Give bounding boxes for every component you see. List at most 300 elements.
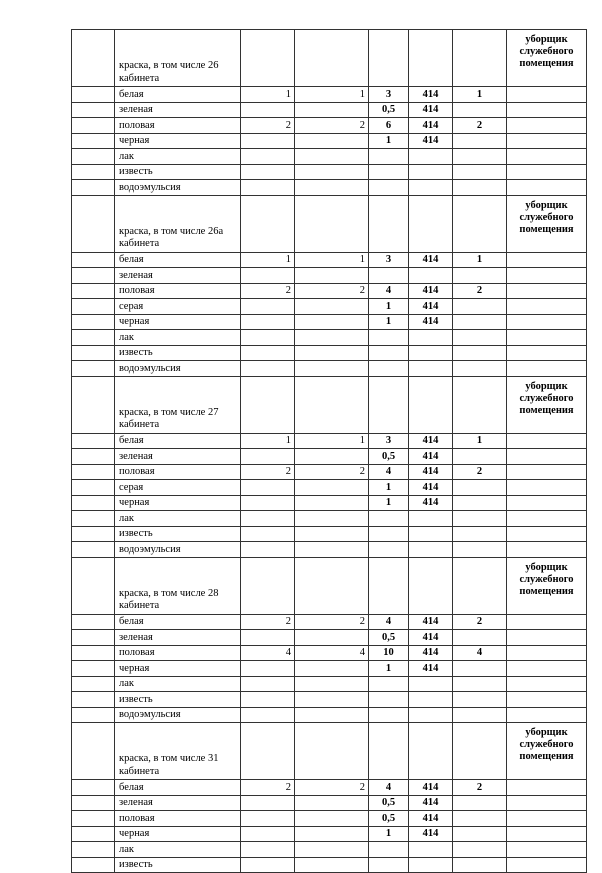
- quantity-b: 2: [295, 464, 369, 480]
- material-name: половая: [115, 645, 241, 661]
- index-cell: [72, 707, 115, 723]
- quantity-b: [295, 676, 369, 692]
- index-cell: [72, 30, 115, 87]
- empty-cell: [507, 526, 587, 542]
- material-name: зеленая: [115, 449, 241, 465]
- empty-cell: [507, 692, 587, 708]
- quantity-total: 0,5: [369, 795, 409, 811]
- empty-cell: [507, 842, 587, 858]
- index-cell: [72, 842, 115, 858]
- material-name: зеленая: [115, 102, 241, 118]
- index-cell: [72, 87, 115, 103]
- account-code: 414: [409, 495, 453, 511]
- material-name: известь: [115, 345, 241, 361]
- quantity-total: [369, 842, 409, 858]
- quantity-a: [241, 180, 295, 196]
- material-name: зеленая: [115, 268, 241, 284]
- quantity-issued: [453, 133, 507, 149]
- index-cell: [72, 495, 115, 511]
- empty-cell: [507, 511, 587, 527]
- table-row: [72, 630, 587, 646]
- table-row: [72, 511, 587, 527]
- quantity-a: [241, 826, 295, 842]
- quantity-b: [295, 811, 369, 827]
- quantity-issued: [453, 542, 507, 558]
- table-row: [72, 449, 587, 465]
- account-code: 414: [409, 826, 453, 842]
- index-cell: [72, 252, 115, 268]
- section-header: краска, в том числе 26а кабинета: [115, 195, 241, 252]
- index-cell: [72, 330, 115, 346]
- empty-cell: [453, 195, 507, 252]
- quantity-total: [369, 526, 409, 542]
- account-code: [409, 180, 453, 196]
- quantity-issued: [453, 299, 507, 315]
- quantity-a: [241, 526, 295, 542]
- index-cell: [72, 780, 115, 796]
- material-name: половая: [115, 283, 241, 299]
- material-name: лак: [115, 149, 241, 165]
- table-row: [72, 795, 587, 811]
- material-name: известь: [115, 526, 241, 542]
- index-cell: [72, 614, 115, 630]
- empty-cell: [453, 557, 507, 614]
- material-name: известь: [115, 164, 241, 180]
- quantity-b: [295, 661, 369, 677]
- section-header-row: [72, 723, 587, 780]
- material-name: черная: [115, 826, 241, 842]
- account-code: 414: [409, 480, 453, 496]
- empty-cell: [369, 557, 409, 614]
- index-cell: [72, 645, 115, 661]
- quantity-b: [295, 180, 369, 196]
- quantity-b: 1: [295, 87, 369, 103]
- quantity-issued: 1: [453, 433, 507, 449]
- table-row: [72, 542, 587, 558]
- quantity-total: 10: [369, 645, 409, 661]
- material-name: водоэмульсия: [115, 180, 241, 196]
- quantity-a: 1: [241, 433, 295, 449]
- index-cell: [72, 661, 115, 677]
- index-cell: [72, 526, 115, 542]
- table-row: [72, 180, 587, 196]
- table-row: [72, 707, 587, 723]
- quantity-a: [241, 480, 295, 496]
- quantity-b: [295, 102, 369, 118]
- account-code: [409, 345, 453, 361]
- quantity-total: [369, 511, 409, 527]
- table-row: [72, 780, 587, 796]
- quantity-issued: 2: [453, 283, 507, 299]
- quantity-total: [369, 361, 409, 377]
- material-name: черная: [115, 495, 241, 511]
- quantity-issued: [453, 268, 507, 284]
- empty-cell: [241, 557, 295, 614]
- quantity-b: [295, 268, 369, 284]
- material-name: белая: [115, 614, 241, 630]
- material-name: известь: [115, 692, 241, 708]
- account-code: 414: [409, 645, 453, 661]
- account-code: 414: [409, 133, 453, 149]
- index-cell: [72, 149, 115, 165]
- material-name: белая: [115, 252, 241, 268]
- quantity-total: [369, 164, 409, 180]
- quantity-a: [241, 495, 295, 511]
- quantity-a: [241, 692, 295, 708]
- table-row: [72, 252, 587, 268]
- material-name: белая: [115, 780, 241, 796]
- quantity-a: 2: [241, 283, 295, 299]
- empty-cell: [369, 195, 409, 252]
- quantity-b: [295, 149, 369, 165]
- empty-cell: [241, 376, 295, 433]
- quantity-issued: [453, 330, 507, 346]
- empty-cell: [507, 133, 587, 149]
- empty-cell: [507, 180, 587, 196]
- empty-cell: [507, 345, 587, 361]
- empty-cell: [507, 118, 587, 134]
- empty-cell: [409, 376, 453, 433]
- quantity-total: 1: [369, 299, 409, 315]
- quantity-total: 0,5: [369, 102, 409, 118]
- worker-role: уборщик служебного помещения: [507, 557, 587, 614]
- index-cell: [72, 361, 115, 377]
- quantity-issued: [453, 314, 507, 330]
- empty-cell: [507, 645, 587, 661]
- quantity-a: 2: [241, 464, 295, 480]
- quantity-a: [241, 345, 295, 361]
- quantity-a: 2: [241, 780, 295, 796]
- empty-cell: [453, 376, 507, 433]
- account-code: [409, 268, 453, 284]
- account-code: 414: [409, 433, 453, 449]
- account-code: [409, 707, 453, 723]
- account-code: [409, 692, 453, 708]
- quantity-b: 1: [295, 252, 369, 268]
- account-code: 414: [409, 118, 453, 134]
- quantity-issued: [453, 511, 507, 527]
- quantity-b: [295, 842, 369, 858]
- table-row: [72, 692, 587, 708]
- account-code: 414: [409, 299, 453, 315]
- quantity-a: [241, 102, 295, 118]
- table-row: [72, 433, 587, 449]
- empty-cell: [507, 102, 587, 118]
- material-name: лак: [115, 330, 241, 346]
- quantity-issued: [453, 361, 507, 377]
- account-code: 414: [409, 102, 453, 118]
- quantity-total: 3: [369, 252, 409, 268]
- quantity-b: 4: [295, 645, 369, 661]
- empty-cell: [369, 30, 409, 87]
- index-cell: [72, 542, 115, 558]
- quantity-issued: [453, 180, 507, 196]
- account-code: [409, 842, 453, 858]
- quantity-a: [241, 149, 295, 165]
- quantity-issued: [453, 495, 507, 511]
- material-name: черная: [115, 661, 241, 677]
- index-cell: [72, 630, 115, 646]
- section-header: краска, в том числе 26 кабинета: [115, 30, 241, 87]
- material-name: черная: [115, 133, 241, 149]
- quantity-issued: [453, 449, 507, 465]
- quantity-issued: [453, 164, 507, 180]
- account-code: 414: [409, 614, 453, 630]
- empty-cell: [507, 87, 587, 103]
- empty-cell: [453, 30, 507, 87]
- quantity-total: 0,5: [369, 630, 409, 646]
- empty-cell: [241, 723, 295, 780]
- empty-cell: [507, 361, 587, 377]
- section-header-row: [72, 30, 587, 87]
- quantity-b: [295, 164, 369, 180]
- quantity-total: 3: [369, 433, 409, 449]
- account-code: 414: [409, 449, 453, 465]
- quantity-total: 0,5: [369, 449, 409, 465]
- quantity-total: 4: [369, 780, 409, 796]
- quantity-issued: [453, 480, 507, 496]
- material-name: половая: [115, 118, 241, 134]
- quantity-total: 4: [369, 464, 409, 480]
- table-row: [72, 330, 587, 346]
- empty-cell: [507, 795, 587, 811]
- table-row: [72, 464, 587, 480]
- quantity-a: 2: [241, 118, 295, 134]
- index-cell: [72, 433, 115, 449]
- quantity-total: [369, 149, 409, 165]
- table-row: [72, 645, 587, 661]
- empty-cell: [507, 857, 587, 873]
- quantity-a: [241, 842, 295, 858]
- quantity-total: 6: [369, 118, 409, 134]
- empty-cell: [507, 314, 587, 330]
- quantity-issued: [453, 661, 507, 677]
- empty-cell: [507, 542, 587, 558]
- table-row: [72, 133, 587, 149]
- account-code: 414: [409, 630, 453, 646]
- empty-cell: [241, 195, 295, 252]
- quantity-total: 1: [369, 480, 409, 496]
- account-code: [409, 511, 453, 527]
- table-row: [72, 826, 587, 842]
- account-code: [409, 676, 453, 692]
- table-row: [72, 268, 587, 284]
- empty-cell: [507, 164, 587, 180]
- account-code: 414: [409, 811, 453, 827]
- quantity-b: [295, 857, 369, 873]
- account-code: [409, 330, 453, 346]
- table-row: [72, 361, 587, 377]
- quantity-b: [295, 542, 369, 558]
- index-cell: [72, 345, 115, 361]
- quantity-b: [295, 511, 369, 527]
- material-name: белая: [115, 87, 241, 103]
- quantity-b: [295, 692, 369, 708]
- index-cell: [72, 195, 115, 252]
- quantity-total: [369, 692, 409, 708]
- quantity-a: 2: [241, 614, 295, 630]
- table-row: [72, 299, 587, 315]
- quantity-total: [369, 345, 409, 361]
- quantity-a: [241, 164, 295, 180]
- index-cell: [72, 692, 115, 708]
- quantity-a: 1: [241, 87, 295, 103]
- section-header-row: [72, 195, 587, 252]
- index-cell: [72, 723, 115, 780]
- account-code: [409, 149, 453, 165]
- account-code: [409, 857, 453, 873]
- index-cell: [72, 811, 115, 827]
- materials-table: [71, 29, 587, 873]
- account-code: 414: [409, 87, 453, 103]
- quantity-issued: [453, 826, 507, 842]
- material-name: серая: [115, 480, 241, 496]
- table-row: [72, 314, 587, 330]
- empty-cell: [409, 30, 453, 87]
- quantity-total: 1: [369, 133, 409, 149]
- empty-cell: [507, 826, 587, 842]
- table-row: [72, 87, 587, 103]
- empty-cell: [507, 299, 587, 315]
- empty-cell: [369, 376, 409, 433]
- quantity-issued: 2: [453, 614, 507, 630]
- quantity-b: [295, 299, 369, 315]
- table-row: [72, 345, 587, 361]
- quantity-a: [241, 361, 295, 377]
- quantity-issued: [453, 707, 507, 723]
- account-code: 414: [409, 464, 453, 480]
- quantity-a: 1: [241, 252, 295, 268]
- account-code: [409, 542, 453, 558]
- material-name: водоэмульсия: [115, 361, 241, 377]
- index-cell: [72, 376, 115, 433]
- document-page: [71, 29, 586, 873]
- index-cell: [72, 133, 115, 149]
- quantity-issued: 4: [453, 645, 507, 661]
- quantity-b: 2: [295, 780, 369, 796]
- index-cell: [72, 795, 115, 811]
- material-name: серая: [115, 299, 241, 315]
- quantity-total: [369, 268, 409, 284]
- worker-role: уборщик служебного помещения: [507, 723, 587, 780]
- quantity-b: [295, 526, 369, 542]
- material-name: водоэмульсия: [115, 542, 241, 558]
- empty-cell: [507, 495, 587, 511]
- quantity-total: 0,5: [369, 811, 409, 827]
- empty-cell: [295, 376, 369, 433]
- empty-cell: [507, 630, 587, 646]
- quantity-issued: [453, 811, 507, 827]
- quantity-issued: [453, 676, 507, 692]
- section-header: краска, в том числе 31 кабинета: [115, 723, 241, 780]
- account-code: 414: [409, 795, 453, 811]
- empty-cell: [507, 661, 587, 677]
- account-code: 414: [409, 780, 453, 796]
- worker-role: уборщик служебного помещения: [507, 376, 587, 433]
- quantity-issued: [453, 149, 507, 165]
- quantity-a: [241, 542, 295, 558]
- quantity-total: [369, 542, 409, 558]
- quantity-issued: [453, 526, 507, 542]
- quantity-a: [241, 330, 295, 346]
- quantity-total: 4: [369, 614, 409, 630]
- quantity-total: 1: [369, 661, 409, 677]
- index-cell: [72, 283, 115, 299]
- quantity-b: [295, 630, 369, 646]
- table-row: [72, 857, 587, 873]
- quantity-issued: [453, 345, 507, 361]
- section-header-row: [72, 376, 587, 433]
- empty-cell: [295, 30, 369, 87]
- quantity-issued: [453, 842, 507, 858]
- section-header: краска, в том числе 28 кабинета: [115, 557, 241, 614]
- account-code: [409, 361, 453, 377]
- worker-role: уборщик служебного помещения: [507, 195, 587, 252]
- quantity-issued: [453, 795, 507, 811]
- empty-cell: [507, 283, 587, 299]
- quantity-a: [241, 299, 295, 315]
- table-row: [72, 283, 587, 299]
- table-row: [72, 614, 587, 630]
- empty-cell: [295, 723, 369, 780]
- quantity-b: [295, 826, 369, 842]
- empty-cell: [507, 480, 587, 496]
- index-cell: [72, 857, 115, 873]
- section-header: краска, в том числе 27 кабинета: [115, 376, 241, 433]
- quantity-total: 1: [369, 314, 409, 330]
- quantity-issued: [453, 692, 507, 708]
- empty-cell: [507, 252, 587, 268]
- index-cell: [72, 180, 115, 196]
- material-name: черная: [115, 314, 241, 330]
- quantity-a: 4: [241, 645, 295, 661]
- table-row: [72, 676, 587, 692]
- worker-role: уборщик служебного помещения: [507, 30, 587, 87]
- account-code: 414: [409, 252, 453, 268]
- quantity-total: [369, 707, 409, 723]
- quantity-total: [369, 330, 409, 346]
- quantity-issued: 2: [453, 464, 507, 480]
- index-cell: [72, 102, 115, 118]
- quantity-a: [241, 314, 295, 330]
- quantity-a: [241, 630, 295, 646]
- empty-cell: [507, 330, 587, 346]
- material-name: зеленая: [115, 795, 241, 811]
- quantity-issued: [453, 102, 507, 118]
- index-cell: [72, 314, 115, 330]
- index-cell: [72, 826, 115, 842]
- empty-cell: [507, 707, 587, 723]
- empty-cell: [409, 723, 453, 780]
- quantity-total: 4: [369, 283, 409, 299]
- quantity-issued: [453, 630, 507, 646]
- material-name: лак: [115, 511, 241, 527]
- table-row: [72, 811, 587, 827]
- table-row: [72, 480, 587, 496]
- index-cell: [72, 511, 115, 527]
- quantity-b: [295, 314, 369, 330]
- table-row: [72, 118, 587, 134]
- table-row: [72, 495, 587, 511]
- quantity-a: [241, 268, 295, 284]
- quantity-a: [241, 707, 295, 723]
- empty-cell: [295, 557, 369, 614]
- quantity-b: [295, 495, 369, 511]
- quantity-b: [295, 345, 369, 361]
- index-cell: [72, 118, 115, 134]
- quantity-a: [241, 133, 295, 149]
- quantity-b: [295, 480, 369, 496]
